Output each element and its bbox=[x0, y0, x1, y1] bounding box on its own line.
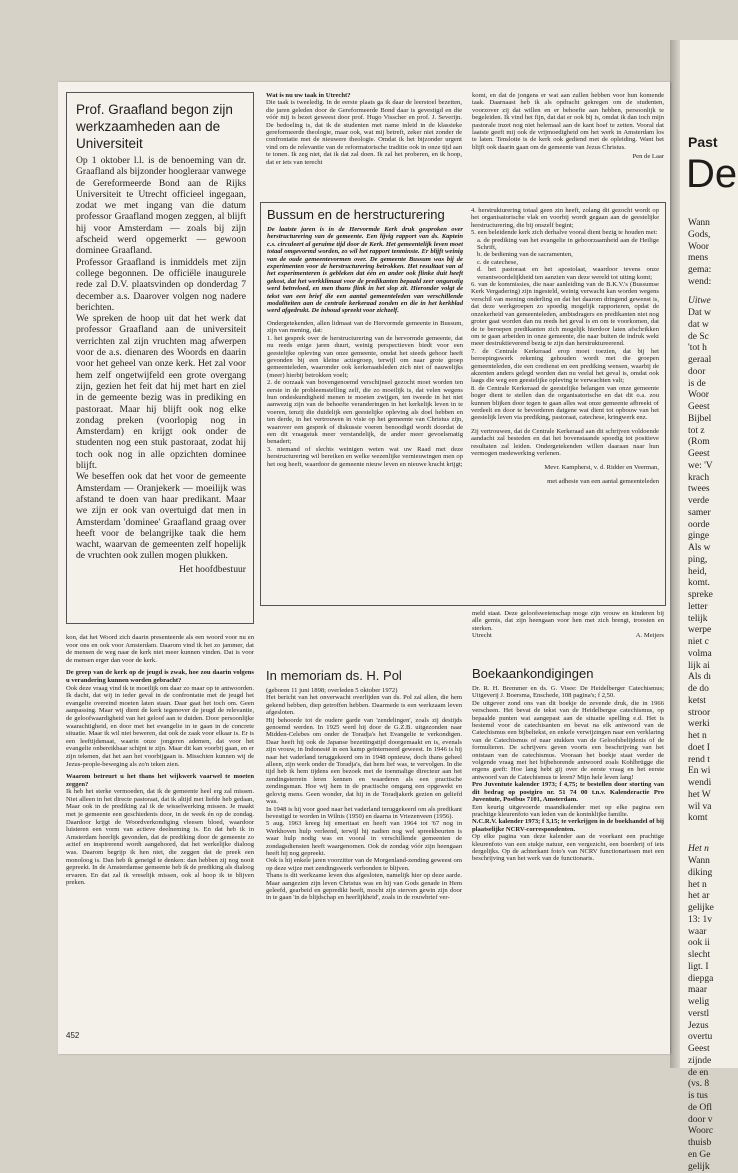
interview-answer: Ook deze vraag vind ik te moeilijk om daar zo maar op te antwoorden. Ik dacht, dat wij in ieder geval in de confrontatie met de jeugd het evangelie overeind moeten laten staan. Daar gaat het toch om. Geen aanpassing. Maar wij dient de kerk tegenover de jeugd de relevantie, de geloofwaardigheid van het geloof aan te duiden. Door persoonlijke waarachtigheid, en door met het evangelie in te gaan in de concrete situatie. Maar ik wil niet beweren, dat ook de zaak voor elkaar is. Er is een leeftijdsmaat, waarin onze jongeren ademen, dat voor het evangelie onbereikbaar schijnt te zijn. Maar dit kan voorbij gaan, en er zijn tekenen, dat het aan het voorbijgaan is. Misschien kunnen wij de Jezus-people-beweging als zo'n teken zien. bbox=[66, 685, 254, 769]
next-page-line: gelijke bbox=[688, 903, 714, 915]
next-page-line: dat w bbox=[688, 320, 713, 332]
utrecht-text: Die taak is tweeledig. In de eerste plaats ga ik daar de leerstoel bezetten, die jaren geleden door de Gereformeerde Bond daar is gevestigd en die vóór mij is bezet geweest door prof. Hugo Visscher en prof. J. Severijn. De bedoeling is, dat ik de studenten met name inleid in de klassieke gereformeerde theologie, maar ook, wat mij betreft, zeker niet zonder de confrontatie met de nieuwere theologie. Omdat ik het bijzonder urgent vind om de relevantie van de reformatorische traditie ook in onze tijd aan te tonen. Ik zeg niet, dat ik dat zal doen. Ik zal het proberen, en ik hoop, dat er iets van terecht bbox=[266, 99, 462, 166]
next-page-line: Woor bbox=[688, 390, 713, 402]
bussum-left-column bbox=[267, 207, 463, 601]
bussum-item: 7. de Centrale Kerkeraad erop moet toezien, dat bij het beroepingswerk rekening gehouden wordt met die groepen gemeenteleden, die een credienst en een prediking wensen, waarbij de akzenten anders gelegd worden dan nu veelal het geval is, omdat ook laags die weg een geestelijke opleving te verwachten valt; bbox=[471, 348, 659, 385]
next-page-line: rend t bbox=[688, 755, 713, 767]
next-page-line: het ar bbox=[688, 891, 714, 903]
bussum-item: 1. het gesprek over de herstructurering van de hervormde gemeente, dat nu reeds enige jaren duurt, weinig perspectieven biedt voor een geestelijke opleving van onze gemeente, omdat het steeds gehoor heeft gevonden bij een kleine actiegroep, terwijl om naar grote groep gemeenteleden, waaronder ook kerkeraadsleden zich niet of nauwelijks (meer) hierbij betrokken voelt; bbox=[267, 335, 463, 379]
graafland-article bbox=[66, 92, 254, 624]
next-page-lines bbox=[688, 308, 713, 825]
pol-paragraph: Ook is hij enkele jaren voorzitter van de Morgenland-zending geweest om op deze wijze met zendingswerk verbonden te blijven. bbox=[266, 857, 462, 872]
interview-column bbox=[66, 634, 254, 1034]
next-page-line: diking bbox=[688, 868, 714, 880]
book-announcements bbox=[472, 666, 664, 1034]
pol-title: In memoriam ds. H. Pol bbox=[266, 668, 462, 684]
next-page-line: het W bbox=[688, 790, 713, 802]
next-page-subhead: Het n bbox=[688, 844, 709, 854]
pol-place: Utrecht bbox=[472, 632, 492, 639]
next-page-line: ketst bbox=[688, 696, 713, 708]
bussum-item: 2. de oorzaak van bovengenoemd verschijnsel gezocht moet worden ten eerste in de probleemstelling zelf, die zo moeilijk is, dat velen wegens hun ondeskundigheid menen te moeten zwijgen, ten tweede in het niet aanwezig zijn van de behoefte veranderingen in het kerkelijk leven in te voeren, tenzij die duidelijk een geestelijke opleving als doel hebben en ten derde, in het vertrouwen in visie op het gemeente van Christus zijn, waarover een gesprek of diskussie voeren benoodigd wordt doordat de een dit vraagstuk meer verstandelijk, de ander meer gevoelsmatig benadert; bbox=[267, 379, 463, 446]
bussum-item: 4. herstrukturering totaal geen zin heeft, zolang dit gezocht wordt op het organisatorische vlak en voorbij wordt gegaan aan de geestelijke herstructurering, die bij onszelf begint; bbox=[471, 207, 659, 229]
next-page-line: Wann bbox=[688, 218, 711, 230]
interview-answer: Ik heb het sterke vermoeden, dat ik de gemeente heel erg zal missen. Niet alleen in het directe pastoraat, dat ik altijd met liefde heb gedaan, Maar ook in de prediking zal ik de wisselwerking missen. Je maakt met je gemeente een geschiedenis door, in de week én op de zondag. Daardoor krijgt de Woordverkondiging vleesen bloed, waardoor luisteren een vorm van actieve deelneming is. En dat heb ik in Amsterdam heerlijk gevonden, dat de prediking door de gemeente zo actief en inspirerend wordt aangehoord, dat het werkelijke dialoog was. Daarom begrijp ik hen niet, die zeggen dat de preek een monoloog is. Dan heb ik geneigd te denken: dan hebben zij nog nooit gepreekt. In de Amsterdamse gemeente heb ik de prediking als dialoog ervaren. En dat zal ik vreselijk missen, ook al hoop ik te blijven preken. bbox=[66, 788, 254, 887]
utrecht-heading: Wat is nu uw taak in Utrecht? bbox=[266, 92, 462, 99]
next-page-line: maar bbox=[688, 985, 714, 997]
next-page-line: Gods, bbox=[688, 230, 711, 242]
next-page-line: (vs. 8 bbox=[688, 1079, 714, 1091]
bussum-item: 3. niemand of slechts weinigen weten wat uw Raad met deze herstructurering wil bereiken en welke wezenlijke vernieuwingen men op het oog heeft, waardoor de gemeente nieuw leven en nieuwe kracht krijgt; bbox=[267, 446, 463, 468]
next-page-line: Woorc bbox=[688, 1126, 714, 1138]
graafland-paragraph: We spreken de hoop uit dat het werk dat professor Graafland aan de universiteit verrichten zal zijn vruchten mag afwerpen voor de a.s. dienaren des Woords en daarin voor het geheel van onze kerk. Het zal voor hem zelf ongetwijfeld een grote overgang zijn, gezien het feit dat hij met hart en ziel in de gemeente bezig was in prediking en pastoraat. Maar hij blijft ook nog elke zondag preken (voorlopig nog in Amsterdam) en krijgt ook onder de studenten nog een stuk pastoraat, zodat hij toch ook nog in alle opzichten dominee blijft. bbox=[76, 313, 246, 471]
magazine-page bbox=[58, 82, 670, 1054]
pol-memoriam bbox=[266, 668, 462, 1034]
next-page-line: door v bbox=[688, 1115, 714, 1127]
next-page-line: komt. bbox=[688, 578, 713, 590]
next-page-line: en Ge bbox=[688, 1150, 714, 1162]
next-page-line: verde bbox=[688, 496, 713, 508]
next-page-line: het n bbox=[688, 880, 714, 892]
book-gutter bbox=[670, 40, 680, 1068]
next-page-line: Jezus bbox=[688, 1021, 714, 1033]
next-page-line: heid, bbox=[688, 567, 713, 579]
book-entry: Pro Juventute kalender 1973; f 4,75; te bestellen door storting van dit bedrag op postgiro nr. 51 74 00 t.n.v. Kalenderactie Pro Juventute, Postbus 7101, Amsterdam. bbox=[472, 781, 664, 803]
utrecht-interview bbox=[266, 92, 462, 192]
next-page-line: geraal bbox=[688, 355, 713, 367]
next-page-line: twees bbox=[688, 484, 713, 496]
next-page-line: Geest bbox=[688, 1044, 714, 1056]
next-page-title: Past bbox=[688, 134, 718, 150]
next-page-line: verstl bbox=[688, 1009, 714, 1021]
bussum-article bbox=[260, 202, 666, 606]
next-page-lines bbox=[688, 856, 714, 1173]
book-review: Een keurig uitgevoerde maandkalender met op elke pagina een prachtige kleurenfoto van leden van de koninklijke familie. bbox=[472, 804, 664, 819]
bussum-signature: Mevr. Kampherst, v. d. Ridder en Veerman, bbox=[471, 464, 659, 471]
interview-question: De greep van de kerk op de jeugd is zwak, hoe zou daarin volgens u verandering kunnen worden gebracht? bbox=[66, 669, 254, 684]
pol-paragraph: Hij behoorde tot de oudere garde van 'zendelingen', zoals zij destijds genoemd werden. In 1925 werd hij door de G.Z.B. uitgezonden naar Midden-Celebes om onder de Toradja's het Evangelie te verkondigen. Daar heeft hij ook de Japanse bezettingstijd doorgemaakt en is, evenals zijn vrouw, in Indonesië in een kamp geïnterneerd geweest. In 1946 is hij naar het vaderland teruggekeerd om in 1948 opnieuw, doch thans geheel alleen, zijn werk onder de Toradja's, dat hem lief was, te vervolgen. In die tijd heb ik hem tijdens een bezoek met de toenmalige directeur aan het zendingsterrein leren kennen en waarderen als een practische zendingsman. Hoe wij hem in de practische omgang een opgewekt en gelovig mens. Geen wonder, dat hij in de Toradjakerk gezien en geliefd was. bbox=[266, 717, 462, 806]
next-page-line: wendi bbox=[688, 778, 713, 790]
utrecht-continued bbox=[472, 92, 664, 208]
next-page-line: de do bbox=[688, 684, 713, 696]
bussum-subitem: c. de catechese, bbox=[471, 259, 659, 266]
books-title: Boekaankondigingen bbox=[472, 666, 664, 682]
next-page-line: overtu bbox=[688, 1032, 714, 1044]
next-page-line: wend: bbox=[688, 277, 711, 289]
next-page-fragment bbox=[680, 40, 738, 1068]
next-page-line: En wi bbox=[688, 766, 713, 778]
next-page-line: komt bbox=[688, 813, 713, 825]
next-page-line: Bijbel bbox=[688, 414, 713, 426]
next-page-line: oorde bbox=[688, 520, 713, 532]
book-review: Op elke pagina van deze kalender aan de voorkant een prachtige kleurenfoto van een stukje natuur, een vergezicht, een boerderij of iets dergelijks. Op de achterkant foto's van NCRV functionarissen met een beschrijving van het werk van de functionaris. bbox=[472, 833, 664, 863]
pol-dates: (geboren 11 juni 1898; overleden 5 oktober 1972) bbox=[266, 687, 462, 694]
bussum-right-column bbox=[471, 207, 659, 601]
next-page-line: gelijk bbox=[688, 1162, 714, 1173]
next-page-line: waar bbox=[688, 927, 714, 939]
pol-signature: A. Meijers bbox=[636, 632, 664, 639]
next-page-line: krach bbox=[688, 473, 713, 485]
next-page-line: spreke bbox=[688, 590, 713, 602]
graafland-signature: Het hoofdbestuur bbox=[76, 564, 246, 575]
bussum-signature: met adhesie van een aantal gemeenteleden bbox=[471, 478, 659, 485]
next-page-line: 'tot h bbox=[688, 343, 713, 355]
bussum-item: 8. de Centrale Kerkeraad de geestelijke belangen van onze gemeente hoger dient te stellen dan de organisatorische en dat dit o.a. zou kunnen blijken door tegen te gaan alles wat onze gemeente afbreekt of verdeelt en door te bevorderen datgene wat dient tot opbouw van het geestelijk leven via prediking, pastoraat, catechese, kringwerk enz. bbox=[471, 385, 659, 422]
next-page-line: Woor bbox=[688, 242, 711, 254]
utrecht-continued-text: komt, en dat de jongens er wat aan zullen hebben voor hun komende taak. Daarnaast heb ik als opdracht gekregen om de studenten, voorzover zij dat willen en er behoefte aan hebben, persoonlijk te begeleiden. Ik vind het fijn, dat dat er ook bij is, omdat ik dan toch mijn pastorale inzet nog niet helemaal aan de kant hoef te zetten. Vooral dat laatste geeft mij ook de vrijmoedigheid om het werk in Amsterdam los te laten. Tenslotte is de kerk ook gediend met de opleiding. Want het blijft ook daarin gaan om de gemeente van Jezus Christus. bbox=[472, 92, 664, 151]
bussum-subitem: d. het pastoraat en het apostolaat, waardoor tevens onze verantwoordelijkheid ten aanzien van deze wereld tot uiting komt; bbox=[471, 266, 659, 281]
next-page-line: thuisb bbox=[688, 1138, 714, 1150]
interview-opening: kon, dat het Woord zich daarin presenteerde als een woord voor nu en voor ons en ook voor Amsterdam. Daarom vind ik het zo jammer, dat de mensen de weg naar de kerk niet meer kunnen vinden. Dat is voor de mensen erger dan voor de kerk. bbox=[66, 634, 254, 664]
utrecht-signature: Pen de Laar bbox=[472, 153, 664, 160]
next-page-line: mens bbox=[688, 253, 711, 265]
next-page-line: telijk bbox=[688, 614, 713, 626]
bussum-title: Bussum en de herstructurering bbox=[267, 207, 463, 223]
next-page-line: door bbox=[688, 367, 713, 379]
next-page-line: ping, bbox=[688, 555, 713, 567]
bussum-item: 5. een beleidende kerk zich derhalve vooral dient bezig te houden met: bbox=[471, 229, 659, 236]
graafland-paragraph: Op 1 oktober l.l. is de benoeming van dr. Graafland als bijzonder hoogleraar vanwege de Gereformeerde Bond aan de Rijks Universiteit te Utrecht officieel ingegaan, zodat we met ingang van die datum professor Graafland mogen zeggen, al blijft hij voor Amsterdam — zoals bij zijn afscheid werd opgemerkt — gewoon dominee Graafland. bbox=[76, 155, 246, 257]
next-page-line: doet I bbox=[688, 743, 713, 755]
next-page-line: niet c bbox=[688, 637, 713, 649]
pol-paragraph: meld staat. Deze geloofswetenschap moge zijn vrouw en kinderen bij alle gemis, dat zijn heengaan voor hen met zich brengt, troosten en sterken. bbox=[472, 610, 664, 632]
next-page-lines bbox=[688, 218, 711, 289]
next-page-line: lijk ai bbox=[688, 661, 713, 673]
bussum-closing: Zij vertrouwen, dat de Centrale Kerkeraad aan dit schrijven voldoende aandacht zal besteden en dat het bovenstaande spoedig tot positieve resultaten zal leiden. Ondergetekenden willen daaraan naar hun vermogen medewerking verlenen. bbox=[471, 428, 659, 458]
next-page-line: werpe bbox=[688, 625, 713, 637]
pol-paragraph: Thans is dit werkzame leven dus afgesloten, namelijk hier op deze aarde. Maar aangezien zijn leven Christus was en hij van Gods genade in Hem geleefd, gearbeid en gepredikt heeft, mocht zijn sterven gewin zijn door in te gaan 'in de blijdschap en heerlijkheid', zoals in de rouwbrief ver- bbox=[266, 872, 462, 902]
next-page-line: gema: bbox=[688, 265, 711, 277]
next-page-line: zijnde bbox=[688, 1056, 714, 1068]
next-page-line: werki bbox=[688, 719, 713, 731]
page-number: 452 bbox=[66, 1031, 79, 1040]
next-page-subhead: Uitwe bbox=[688, 296, 711, 306]
next-page-line: Dat w bbox=[688, 308, 713, 320]
next-page-line: letter bbox=[688, 602, 713, 614]
next-page-line: ginge bbox=[688, 531, 713, 543]
graafland-paragraph: Professor Graafland is inmiddels met zijn college begonnen. De officiële inaugurele rede zal D.V. plaatsvinden op donderdag 7 december a.s. Daarover volgen nog nadere berichten. bbox=[76, 257, 246, 313]
next-page-line: ook ii bbox=[688, 938, 714, 950]
bussum-intro: Ondergetekenden, allen lidmaat van de Hervormde gemeente in Bussum, zijn van mening, dat: bbox=[267, 320, 463, 335]
next-page-line: volma bbox=[688, 649, 713, 661]
next-page-line: Geest bbox=[688, 402, 713, 414]
book-entry: Dr. R. H. Bremmer en ds. G. Visee: De Heidelberger Catechismus; Uitgeverij J. Boersma, Enschede, 108 pagina's; f 2,50. bbox=[472, 685, 664, 700]
pol-paragraph: Het bericht van het onverwacht overlijden van ds. Pol zal allen, die hem gekend hebben, diep getroffen hebben. Daarmede is een werkzaam leven afgesloten. bbox=[266, 694, 462, 716]
next-page-line: wil va bbox=[688, 802, 713, 814]
book-entry: N.C.R.V. kalender 1973; f 3,15; te verkrijgen in de boekhandel of bij plaatselijke NCRV-correspondenten. bbox=[472, 818, 664, 833]
next-page-line: stroor bbox=[688, 708, 713, 720]
book-review: De uitgever zond ons van dit boekje de zevende druk, die in 1966 verscheen. Het bevat de tekst van de Heidelbergse catechismus, op bepaalde punten wat aangepast aan de situatie spelling e.d. Het is bestemd voor de catechisanten en bevat na elk antwoord van de Catechismus een bijbeltekst, en enkele verwijzingen naar een verklaring van de Catechismus of naar stukken van de Geloofsbelijdenis of de formulieren. De schrijvers geven voorts een beschrijving van het ontstaan van de catechismus. Vooraan het boekje staat verder de volgende vraag met het bijbehorende antwoord zoals Kohlbrügge die ergens geeft: Hoe lang hebt gij over de eerste vraag en het eerste antwoord van de Catechismus te leren? Mijn hele leven lang! bbox=[472, 700, 664, 781]
next-page-line: tot z bbox=[688, 426, 713, 438]
next-page-line: (Rom bbox=[688, 437, 713, 449]
next-page-line: het n bbox=[688, 731, 713, 743]
next-page-line: slecht bbox=[688, 950, 714, 962]
graafland-paragraph: We beseffen ook dat het voor de gemeente Amsterdam — Oranjekerk — moeilijk was afstand te doen van haar predikant. Maar we zijn er ook van overtuigd dat men in Amsterdam 'dominee' Graafland graag over heeft voor de belangrijke taak die hem wacht, waarvan de gemeenten zelf hopelijk de vruchten ook zullen mogen plukken. bbox=[76, 471, 246, 561]
next-page-line: is tus bbox=[688, 1091, 714, 1103]
next-page-line: Geest bbox=[688, 449, 713, 461]
pol-continued bbox=[472, 610, 664, 650]
next-page-line: diepga bbox=[688, 974, 714, 986]
next-page-line: welig bbox=[688, 997, 714, 1009]
bussum-subitem: b. de bediening van de sacramenten, bbox=[471, 251, 659, 258]
next-page-line: de Ofl bbox=[688, 1103, 714, 1115]
next-page-line: we: 'V bbox=[688, 461, 713, 473]
next-page-line: Als dı bbox=[688, 672, 713, 684]
pol-paragraph: 5 aug. 1963 kreeg hij emeritaat en heeft van 1964 tot '67 nog in Werkhoven hulp verleend, terwijl hij nadien nog wel spreekbeurten is waar hulp nodig was en vooral in verschillende gemeenten de zondagsdiensten heeft waargenomen. Ook de zondag vóór zijn heengaan heeft hij nog gepreekt. bbox=[266, 820, 462, 857]
next-page-line: samer bbox=[688, 508, 713, 520]
pol-paragraph: In 1948 is hij voor goed naar het vaderland teruggekeerd om als predikant bevestigd te worden in Wilnis (1950) en daarna in Vriezenveen (1956). bbox=[266, 806, 462, 821]
interview-question: Waarom betreurt u het thans het wijkwerk vaarwel te moeten zeggen? bbox=[66, 773, 254, 788]
next-page-line: ligt. I bbox=[688, 962, 714, 974]
graafland-title: Prof. Graafland begon zijn werkzaamheden aan de Universiteit bbox=[76, 101, 246, 152]
bussum-subitem: a. de prediking van het evangelie in gehoorzaamheid aan de Heilige Schrift, bbox=[471, 237, 659, 252]
bussum-lead: De laatste jaren is in de Hervormde Kerk druk gesproken over herstructurering van de gemeente. Een lijvig rapport van ds. Kaptein c.s. circuleert al geruime tijd door de Kerk. Het gemeentelijk leven moet totaal omgevormd worden, zo wil het rapport tenminste. Er blijft weinig van de oude gemeentevormen over. De gemeente Bussum was bij de experimenten voor de herstructurering betrokken. Het resultaat van al het experimenteren is gebleken dat één en ander ook flinke duit heeft gekost, dat het werkklimaat voor de predikanten bepaald zeer ongunstig werd beïnvloed, en men thans flink in het slop zit. Hieronder volgt de tekst van een brief die een aantal gemeenteleden van verschillende modaliteiten aan de centrale kerkeraad zonden en die in het kerkblad werd afgedrukt. De inhoud spreekt voor zichzelf. bbox=[267, 226, 463, 315]
next-page-line: is de bbox=[688, 379, 713, 391]
next-page-line: 13: 1v bbox=[688, 915, 714, 927]
next-page-line: de Sc bbox=[688, 332, 713, 344]
next-page-line: Wann bbox=[688, 856, 714, 868]
next-page-big-letter: De bbox=[686, 152, 737, 196]
next-page-line: Als w bbox=[688, 543, 713, 555]
next-page-line: de en bbox=[688, 1068, 714, 1080]
bussum-item: 6. van de kommissies, die naar aanleiding van de B.K.V.'s (Bussumse Kerk Vergadering) zijn ingesteld, weinig verwacht kan worden wegens verschil van mening onderling en dat het daarom dringend gewenst is, dat deze werkgroepen zo spoedig mogelijk rapporteren, opdat de onzekerheid van gemeenteleden, ambtsdragers en predikanten niet nog groter gaat worden dan nu reeds het geval is en om te voorkomen, dat de te beroepen predikanten zich mogelijk hierdoor laten afschrikken om te gaan arbeiden in onze gemeente, die naar buiten de indruk wekt meer destruktieverend bezig te zijn dan herstruktureerend. bbox=[471, 281, 659, 348]
